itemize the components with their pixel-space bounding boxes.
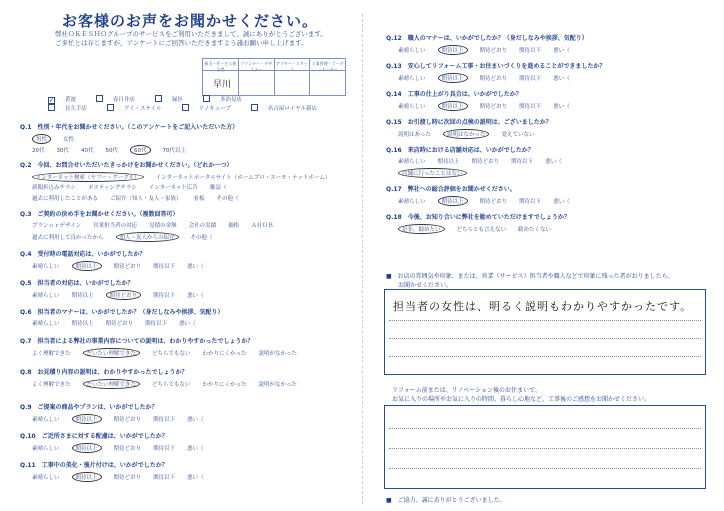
answer-option[interactable]: その他（ bbox=[190, 235, 213, 241]
question-label: Q.4 受付時の電話対応は、いかがでしたか？ bbox=[20, 251, 146, 258]
stamp-col-label: 担当・サービス担当者 bbox=[204, 61, 237, 72]
answer-row bbox=[32, 221, 285, 229]
answer-option[interactable]: 期待以下 bbox=[153, 264, 176, 270]
answer-option[interactable]: 期待以下 bbox=[153, 417, 176, 423]
answer-row bbox=[32, 414, 216, 424]
answer-option[interactable]: 期待以上 bbox=[438, 45, 468, 55]
stamp-cell bbox=[239, 59, 275, 95]
answer-option[interactable]: 是非、勧めたい bbox=[398, 224, 445, 234]
answer-option[interactable]: 期待以下 bbox=[145, 321, 168, 327]
thanks-text: ■ ご協力、誠にありがとうございました。 bbox=[386, 497, 506, 504]
answer-row bbox=[32, 183, 238, 191]
store-label: 名古屋ロイヤル新店 bbox=[267, 106, 318, 112]
answer-option[interactable]: 期待どおり bbox=[479, 76, 508, 82]
answer-option[interactable]: 看板 bbox=[193, 196, 205, 202]
answer-option[interactable]: 営業担当者の対応 bbox=[93, 223, 138, 229]
answer-option[interactable]: 男性 bbox=[32, 134, 51, 144]
answer-option[interactable]: 説明はなかった bbox=[443, 129, 490, 139]
handwritten-name: 早川 bbox=[213, 80, 232, 90]
answer-option[interactable]: 期待どおり bbox=[113, 264, 142, 270]
answer-option[interactable]: 悪い（ bbox=[187, 264, 204, 270]
prompt-line: ■ お店の雰囲気や印象、または、営業（サービス）担当者や職人などで印象に残った者がおりましたら、 bbox=[386, 273, 674, 280]
answer-option[interactable]: Ａ社ＯＢ bbox=[251, 223, 274, 229]
answer-option[interactable]: 雑誌（ bbox=[209, 185, 227, 191]
store-label: 緑区 bbox=[172, 97, 184, 103]
answer-option[interactable]: インターネットポータルサイト（ホームプロ・スーモ・ナットホーム） bbox=[155, 175, 331, 181]
answer-option[interactable]: 悪い（ bbox=[553, 104, 570, 110]
answer-option[interactable]: 期待以下 bbox=[519, 104, 542, 110]
answer-option[interactable]: 素晴らしい bbox=[398, 199, 426, 205]
answer-option[interactable]: 期待以下 bbox=[519, 48, 542, 54]
question-label: Q.3 ご契約の決め手をお聞かせください。（複数回答可） bbox=[20, 211, 179, 218]
answer-option[interactable]: 素晴らしい bbox=[32, 475, 60, 481]
answer-option[interactable]: 悪い（ bbox=[187, 293, 204, 299]
answer-option[interactable]: 店舗に行ったことはない bbox=[398, 168, 467, 178]
question-label: Q.13 安心してリフォーム工事・お住まいづくりを進めることができましたか？ bbox=[386, 63, 606, 70]
answer-option[interactable]: 期待以下 bbox=[153, 475, 176, 481]
answer-option[interactable]: 期待どおり bbox=[479, 48, 508, 54]
answer-option[interactable]: 悪い（ bbox=[187, 475, 204, 481]
answer-option[interactable]: だいたい理解できた bbox=[83, 348, 141, 358]
answer-row bbox=[398, 224, 563, 234]
answer-option[interactable]: 期待以上 bbox=[438, 196, 468, 206]
answer-option[interactable]: 素晴らしい bbox=[398, 159, 426, 165]
answer-option[interactable]: どちらでもない bbox=[152, 382, 191, 388]
answer-row bbox=[32, 348, 309, 358]
answer-option[interactable]: 期待以下 bbox=[153, 446, 176, 452]
answer-option[interactable]: 期待どおり bbox=[479, 199, 508, 205]
answer-row bbox=[32, 472, 216, 482]
question-label: Q.11 工事中の美化・後片付けは、いかがでしたか？ bbox=[20, 462, 168, 469]
answer-option[interactable]: どちらでもない bbox=[152, 351, 191, 357]
answer-option[interactable]: 期待以上 bbox=[437, 159, 460, 165]
store-label: 長久手店 bbox=[65, 106, 88, 112]
store-checkbox-list bbox=[48, 95, 337, 113]
question-label: Q.7 担当者による弊社の事業内容についての説明は、わかりやすかったでしょうか？ bbox=[20, 338, 254, 345]
answer-option[interactable]: 新聞折込みチラシ bbox=[32, 185, 77, 191]
checkbox[interactable] bbox=[182, 104, 189, 111]
answer-option[interactable]: 期待以下 bbox=[153, 293, 176, 299]
question-label: Q.15 お引渡し時に次回の点検の説明は、ございましたか？ bbox=[386, 119, 552, 126]
answer-option[interactable]: 期待以下 bbox=[519, 199, 542, 205]
question-label: Q.10 ご近所さまに対する配慮は、いかがでしたか？ bbox=[20, 433, 168, 440]
checkbox[interactable] bbox=[155, 95, 162, 102]
answer-row bbox=[32, 261, 216, 271]
answer-option[interactable]: よく理解できた bbox=[32, 382, 71, 388]
question-label: Q.5 担当者の対応は、いかがでしたか？ bbox=[20, 280, 134, 287]
question-label: Q.16 来店時における店舗対応は、いかがでしたか？ bbox=[386, 147, 534, 154]
answer-option[interactable]: 20代 bbox=[32, 148, 45, 154]
answer-option[interactable]: 期待以上 bbox=[72, 472, 102, 482]
question-label: Q.12 職人のマナーは、いかがでしたか？（身だしなみや挨拶、気配り） bbox=[386, 35, 588, 42]
intro-line: ご多忙とは存じますが、アンケートにご回答いただきますよう謹お願い申し上げます。 bbox=[55, 39, 308, 47]
answer-option[interactable]: 期待以下 bbox=[511, 159, 534, 165]
answer-option[interactable]: 40代 bbox=[81, 148, 94, 154]
answer-row bbox=[398, 101, 582, 111]
answer-option[interactable]: 素晴らしい bbox=[32, 293, 60, 299]
column-divider bbox=[362, 14, 363, 504]
store-option[interactable] bbox=[251, 104, 327, 113]
answer-option[interactable]: わかりにくかった bbox=[202, 351, 247, 357]
answer-option[interactable]: プランｏｒデザイン bbox=[32, 223, 82, 229]
handwritten-comment: 担当者の女性は、明るく説明もわかりやすかったです。 bbox=[393, 300, 693, 313]
answer-option[interactable]: 期待どおり bbox=[471, 159, 500, 165]
checkbox[interactable] bbox=[203, 95, 210, 102]
store-label: 多治見店 bbox=[220, 97, 243, 103]
question-label: Q.6 担当者のマナーは、いかがでしたか？（身だしなみや挨拶、気配り） bbox=[20, 309, 224, 316]
answer-option[interactable]: 会社の実績 bbox=[188, 223, 217, 229]
answer-row bbox=[32, 172, 342, 182]
store-label: 黄波 bbox=[65, 97, 77, 103]
answer-option[interactable]: その他（ bbox=[216, 196, 239, 202]
answer-option[interactable]: どちらとも言えない bbox=[456, 227, 507, 233]
answer-row bbox=[398, 157, 574, 165]
prompt-line: お気に入りの場所やお気に入りの時間、暮らし心地など、工事後のご感想をお聞かせください。 bbox=[386, 396, 651, 403]
answer-option[interactable]: 期待以上 bbox=[72, 261, 102, 271]
answer-row bbox=[398, 196, 582, 206]
store-label: アイ・ステイル bbox=[124, 106, 162, 112]
answer-option[interactable]: わかりにくかった bbox=[202, 382, 247, 388]
answer-option[interactable]: 悪い（ bbox=[545, 159, 562, 165]
answer-row bbox=[398, 45, 582, 55]
answer-option[interactable]: 悪い（ bbox=[553, 48, 570, 54]
staff-comment-box[interactable] bbox=[384, 289, 706, 375]
answer-option[interactable]: 悪い（ bbox=[187, 417, 204, 423]
answer-option[interactable]: 説明がなかった bbox=[258, 351, 298, 357]
answer-option[interactable]: 悪い（ bbox=[553, 76, 570, 82]
answer-option[interactable]: 勧めたくない bbox=[518, 227, 552, 233]
checkbox[interactable] bbox=[48, 104, 55, 111]
checkbox[interactable] bbox=[96, 95, 103, 102]
answer-option[interactable]: 女性 bbox=[63, 137, 75, 143]
answer-option[interactable]: 覚えていない bbox=[501, 132, 535, 138]
prompt-line: お聞かせください。 bbox=[386, 282, 453, 289]
reform-comment-box[interactable] bbox=[384, 405, 706, 489]
store-option[interactable] bbox=[48, 96, 86, 104]
page-title: お客様のお声をお聞かせください。 bbox=[62, 12, 319, 30]
answer-option[interactable]: 素晴らしい bbox=[32, 417, 60, 423]
answer-option[interactable]: 悪い（ bbox=[187, 446, 204, 452]
answer-row bbox=[32, 194, 251, 202]
answer-option[interactable]: 期待以上 bbox=[71, 293, 94, 299]
answer-row bbox=[398, 168, 479, 178]
store-option[interactable] bbox=[182, 104, 241, 113]
stamp-cell bbox=[275, 59, 311, 95]
checkbox[interactable] bbox=[251, 104, 258, 111]
staff-comment-prompt bbox=[386, 271, 674, 289]
answer-option[interactable]: 素晴らしい bbox=[398, 76, 426, 82]
question-label: Q.14 工事の仕上がり具合は、いかがでしたか？ bbox=[386, 91, 522, 98]
answer-option[interactable]: 期待どおり bbox=[113, 417, 142, 423]
answer-option[interactable]: ご紹介（知人・友人・家族） bbox=[110, 196, 182, 202]
store-label: 春日井店 bbox=[113, 97, 136, 103]
answer-row bbox=[398, 73, 582, 83]
stamp-col-label: アフター・スタッフ bbox=[276, 61, 308, 72]
answer-row bbox=[32, 290, 216, 300]
answer-option[interactable]: 70代以上 bbox=[162, 148, 186, 154]
answer-row bbox=[398, 129, 546, 139]
reform-comment-prompt bbox=[386, 385, 650, 403]
answer-option[interactable]: 期待以上 bbox=[71, 321, 94, 327]
answer-option[interactable]: 30代 bbox=[56, 148, 69, 154]
answer-option[interactable]: 期待以下 bbox=[519, 76, 542, 82]
answer-option[interactable]: 価格 bbox=[228, 223, 240, 229]
question-label: Q.2 今回、お問合せいただいたきっかけをお聞かせください。（どれか一つ） bbox=[20, 162, 233, 169]
store-option[interactable] bbox=[155, 95, 193, 104]
stamp-col-label: 工事管理・コーディネーター bbox=[311, 61, 344, 72]
answer-row bbox=[32, 379, 309, 389]
answer-option[interactable]: 知人・友人からの紹介 bbox=[116, 232, 179, 242]
answer-option[interactable]: 素晴らしい bbox=[32, 264, 60, 270]
staff-stamp-box bbox=[202, 58, 346, 96]
answer-option[interactable]: 期待以上 bbox=[72, 414, 102, 424]
answer-row bbox=[32, 443, 216, 453]
answer-option[interactable]: だいたい理解できた bbox=[83, 379, 141, 389]
store-label: リノキューブ bbox=[198, 106, 231, 112]
answer-row bbox=[32, 134, 86, 144]
answer-option[interactable]: 素晴らしい bbox=[32, 321, 60, 327]
answer-option[interactable]: よく理解できた bbox=[32, 351, 71, 357]
answer-option[interactable]: 期待どおり bbox=[113, 446, 142, 452]
answer-option[interactable]: インターネット検索（ヤフー・グーグル） bbox=[32, 172, 144, 182]
store-option[interactable] bbox=[48, 104, 97, 113]
answer-option[interactable]: 50代 bbox=[105, 148, 118, 154]
answer-option[interactable]: 素晴らしい bbox=[398, 48, 426, 54]
stamp-cell bbox=[203, 59, 239, 95]
store-option[interactable] bbox=[203, 95, 252, 104]
answer-option[interactable]: 60代 bbox=[130, 145, 151, 155]
checkbox[interactable] bbox=[107, 104, 114, 111]
answer-option[interactable]: 期待以上 bbox=[438, 73, 468, 83]
store-option[interactable] bbox=[107, 104, 172, 113]
answer-row bbox=[32, 319, 208, 327]
answer-option[interactable]: 素晴らしい bbox=[32, 446, 60, 452]
prompt-line: リフォーム前または、リノベーション後のお住まいで、 bbox=[386, 387, 541, 394]
answer-option[interactable]: 期待どおり bbox=[106, 290, 142, 300]
answer-option[interactable]: 悪い（ bbox=[553, 199, 570, 205]
question-label: Q.18 今後、お知り合いに弊社を勧めていただけますでしょうか？ bbox=[386, 214, 570, 221]
answer-option[interactable]: 見積の金額 bbox=[149, 223, 177, 229]
answer-option[interactable]: 期待どおり bbox=[113, 475, 142, 481]
stamp-col-label: プランナー・デザイナー bbox=[240, 61, 273, 72]
answer-option[interactable]: 素晴らしい bbox=[398, 104, 426, 110]
answer-option[interactable]: 説明はあった bbox=[398, 132, 431, 138]
answer-row bbox=[32, 232, 225, 242]
answer-option[interactable]: 期待以上 bbox=[438, 101, 468, 111]
answer-row bbox=[32, 145, 198, 155]
question-label: Q.8 お見積り内容の説明は、わかりやすかったでしょうか？ bbox=[20, 369, 188, 376]
stamp-cell bbox=[310, 59, 345, 95]
answer-option[interactable]: 過去に利用したことがある bbox=[32, 196, 99, 202]
question-label: Q.1 性別・年代をお聞かせください。（このアンケートをご記入いただいた方） bbox=[20, 124, 239, 131]
answer-option[interactable]: 期待どおり bbox=[479, 104, 508, 110]
intro-line: 弊社ＯＫＥＳＨＯグループのサービスをご利用いただきまして、誠にありがとうございます。 bbox=[55, 30, 327, 38]
checkbox[interactable]: ✓ bbox=[49, 97, 55, 104]
question-label: Q.17 弊社への総合評価をお聞かせください。 bbox=[386, 186, 516, 193]
answer-option[interactable]: ポスティングチラシ bbox=[88, 185, 137, 191]
store-option[interactable] bbox=[96, 95, 145, 104]
answer-option[interactable]: 過去に利用して良かったから bbox=[32, 235, 104, 241]
question-label: Q.9 ご提案の商品やプランは、いかがでしたか？ bbox=[20, 404, 158, 411]
answer-option[interactable]: 期待どおり bbox=[105, 321, 134, 327]
answer-option[interactable]: 悪い（ bbox=[179, 321, 196, 327]
answer-option[interactable]: 説明がなかった bbox=[258, 382, 298, 388]
answer-option[interactable]: インターネット広告 bbox=[148, 185, 198, 191]
answer-option[interactable]: 期待以上 bbox=[72, 443, 102, 453]
intro-text bbox=[55, 30, 327, 48]
